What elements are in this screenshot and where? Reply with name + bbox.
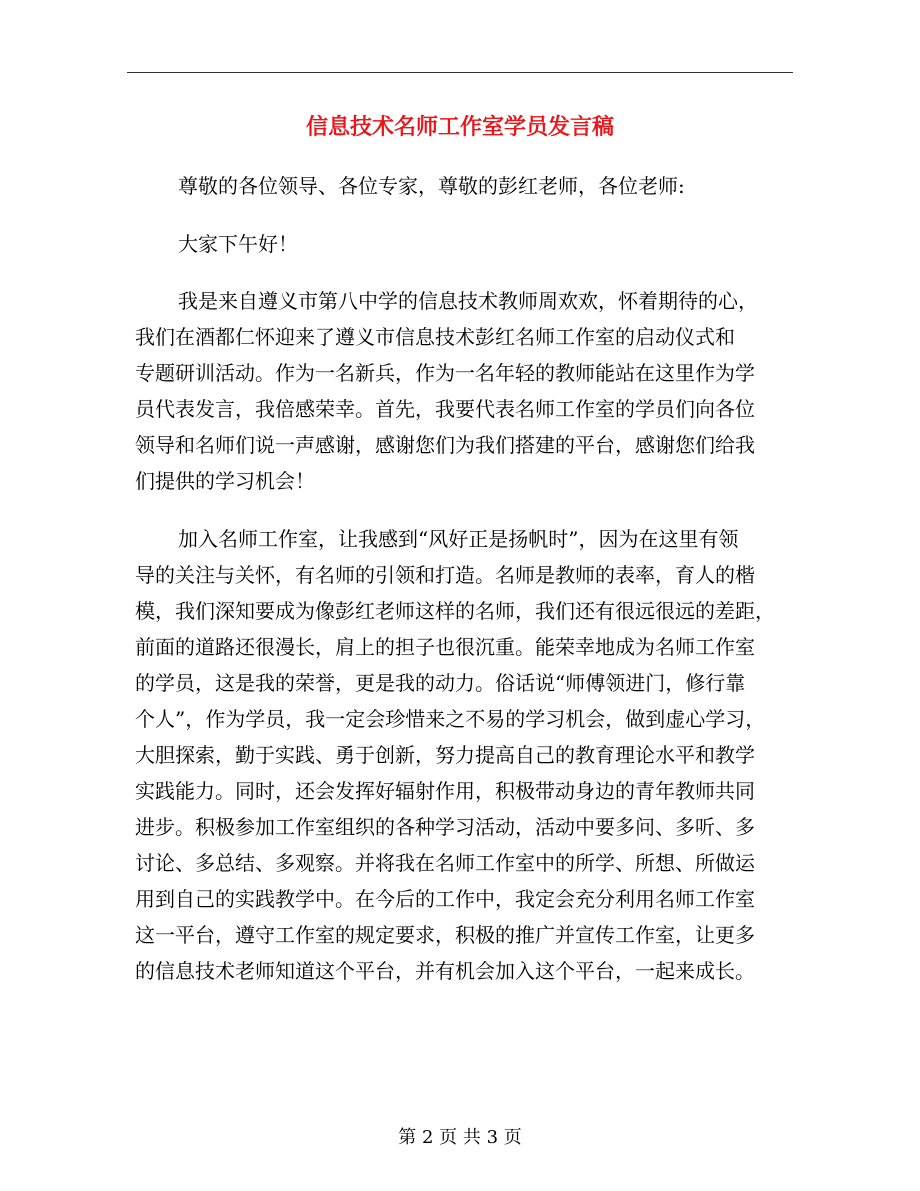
salutation-line: 尊敬的各位领导、各位专家，尊敬的彭红老师，各位老师:: [178, 174, 685, 198]
paragraph-2-line-13: 的信息技术老师知道这个平台，并有机会加入这个平台，一起来成长。: [135, 959, 755, 983]
paragraph-2-line-1: 加入名师工作室，让我感到“风好正是扬帆时”，因为在这里有领: [178, 527, 739, 551]
paragraph-2-line-10: 讨论、多总结、多观察。并将我在名师工作室中的所学、所想、所做运: [135, 851, 755, 875]
paragraph-2-line-7: 大胆探索，勤于实践、勇于创新，努力提高自己的教育理论水平和教学: [135, 743, 755, 767]
greeting-line: 大家下午好！: [178, 232, 298, 256]
paragraph-1-line-6: 们提供的学习机会！: [135, 469, 315, 493]
paragraph-2-line-3: 模，我们深知要成为像彭红老师这样的名师，我们还有很远很远的差距，: [135, 599, 775, 623]
paragraph-2-line-6: 个人”，作为学员，我一定会珍惜来之不易的学习机会，做到虚心学习，: [135, 707, 766, 731]
paragraph-1-line-3: 专题研训活动。作为一名新兵，作为一名年轻的教师能站在这里作为学: [135, 361, 755, 385]
paragraph-1-line-2: 我们在酒都仁怀迎来了遵义市信息技术彭红名师工作室的启动仪式和: [135, 325, 735, 349]
paragraph-2-line-12: 这一平台，遵守工作室的规定要求，积极的推广并宣传工作室，让更多: [135, 923, 755, 947]
paragraph-2-line-4: 前面的道路还很漫长，肩上的担子也很沉重。能荣幸地成为名师工作室: [135, 635, 755, 659]
paragraph-1-line-4: 员代表发言，我倍感荣幸。首先，我要代表名师工作室的学员们向各位: [135, 397, 755, 421]
paragraph-2-line-11: 用到自己的实践教学中。在今后的工作中，我定会充分利用名师工作室: [135, 887, 755, 911]
paragraph-2-line-9: 进步。积极参加工作室组织的各种学习活动，活动中要多问、多听、多: [135, 815, 755, 839]
paragraph-1-line-5: 领导和名师们说一声感谢，感谢您们为我们搭建的平台，感谢您们给我: [135, 433, 755, 457]
paragraph-2-line-8: 实践能力。同时，还会发挥好辐射作用，积极带动身边的青年教师共同: [135, 779, 755, 803]
document-title: 信息技术名师工作室学员发言稿: [305, 114, 614, 140]
paragraph-1-line-1: 我是来自遵义市第八中学的信息技术教师周欢欢，怀着期待的心，: [178, 289, 758, 313]
header-rule: [127, 72, 793, 73]
page-number-footer: 第 2 页 共 3 页: [398, 1127, 522, 1148]
paragraph-2-line-5: 的学员，这是我的荣誉，更是我的动力。俗话说“师傅领进门，修行靠: [135, 671, 746, 695]
paragraph-2-line-2: 导的关注与关怀，有名师的引领和打造。名师是教师的表率，育人的楷: [135, 563, 755, 587]
